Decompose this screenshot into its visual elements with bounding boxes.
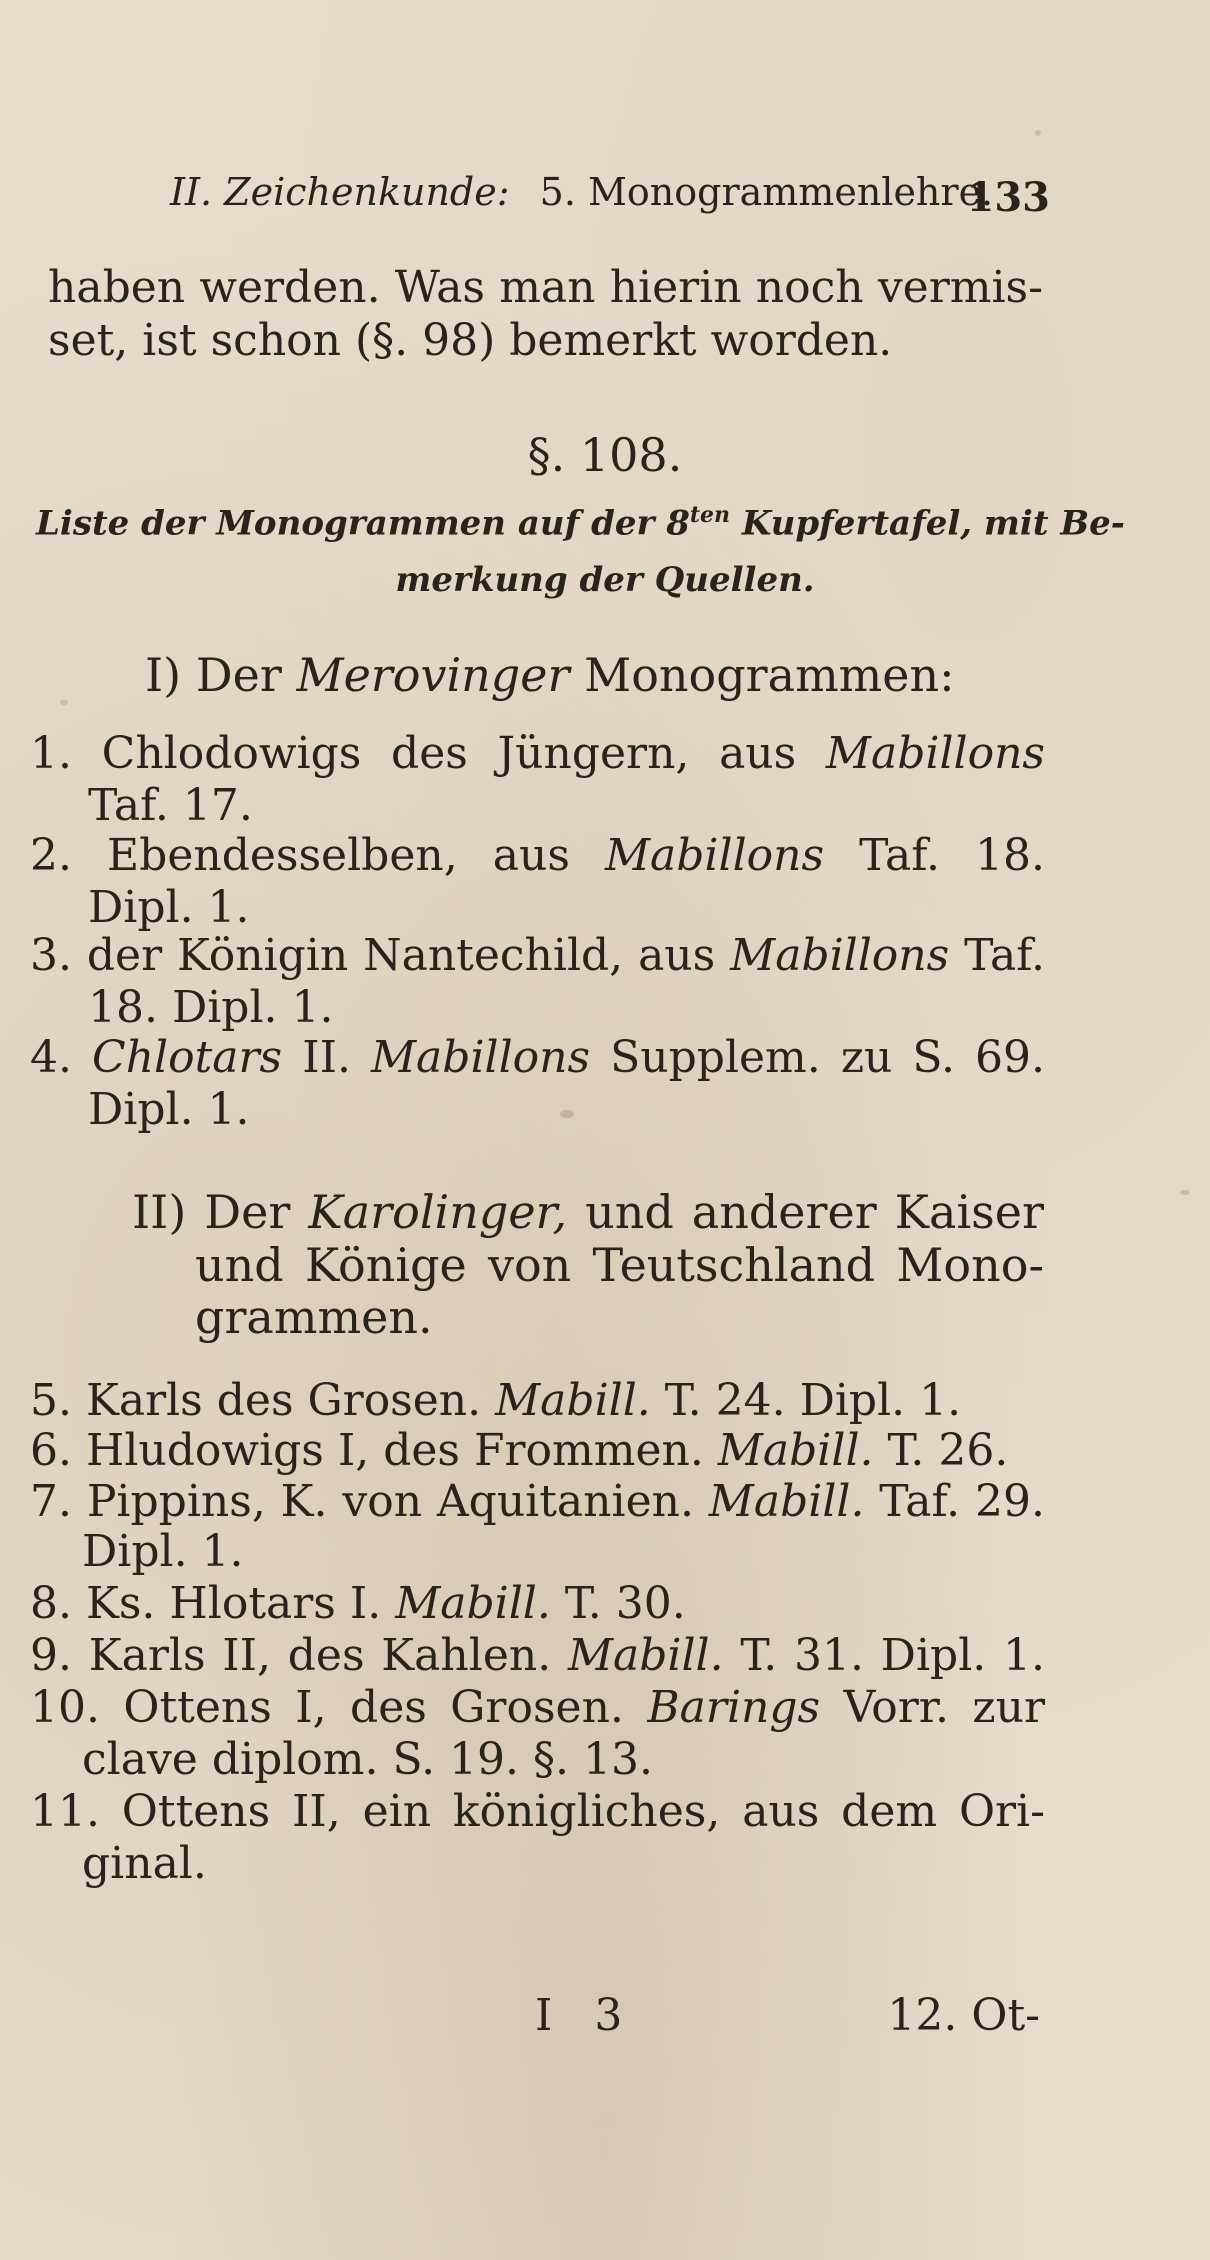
group2-heading-line-2: und Könige von Teutschland Mono- <box>195 1238 1044 1292</box>
paper-speck <box>60 700 68 705</box>
list-item: 4. Chlotars II. Mabillons Supplem. zu S. 69. <box>30 1032 1045 1083</box>
list-item-continuation: clave diplom. S. 19. §. 13. <box>82 1734 653 1785</box>
list-item: 3. der Königin Nantechild, aus Mabillons Taf. <box>30 930 1045 981</box>
list-item-continuation: Taf. 17. <box>88 780 253 831</box>
list-item: 8. Ks. Hlotars I. Mabill. T. 30. <box>30 1578 686 1629</box>
section-caption-line-1: Liste der Monogrammen auf der $8^{ten}$ Kupfertafel, mit Be- <box>36 502 1125 544</box>
list-item: 9. Karls II, des Kahlen. Mabill. T. 31. Dipl. 1. <box>30 1630 1045 1681</box>
signature-mark: I 3 <box>535 1990 637 2041</box>
section-title: §. 108. <box>527 428 683 482</box>
running-title <box>170 170 993 214</box>
list-item-continuation: Dipl. 1. <box>88 1084 250 1135</box>
paper-speck <box>1035 130 1041 136</box>
group1-heading: I) Der Merovinger Monogrammen: <box>145 648 955 702</box>
intro-line-2: set, ist schon (§. 98) bemerkt worden. <box>48 315 893 366</box>
group2-heading-line-3: grammen. <box>195 1290 433 1344</box>
running-title-section: 5. Monogrammenlehre. <box>539 170 994 214</box>
section-caption-line-2: merkung der Quellen. <box>395 560 815 600</box>
running-title-chapter: II. Zeichenkunde: <box>170 170 510 214</box>
list-item: 10. Ottens I, des Grosen. Barings Vorr. zur <box>30 1682 1045 1733</box>
paper-speck <box>560 1110 574 1118</box>
list-item: 5. Karls des Grosen. Mabill. T. 24. Dipl. 1. <box>30 1375 962 1426</box>
running-header <box>170 170 1050 230</box>
paper-speck <box>1180 1190 1190 1195</box>
group2-heading-line-1: II) Der Karolinger, und anderer Kaiser <box>132 1185 1045 1239</box>
list-item: 6. Hludowigs I, des Frommen. Mabill. T. 26. <box>30 1425 1009 1476</box>
list-item-continuation: Dipl. 1. <box>88 882 250 933</box>
list-item: 7. Pippins, K. von Aquitanien. Mabill. Taf. 29. <box>30 1476 1045 1527</box>
list-item-continuation: Dipl. 1. <box>82 1526 244 1577</box>
catchword: 12. Ot- <box>887 1990 1040 2041</box>
list-item-continuation: 18. Dipl. 1. <box>88 982 334 1033</box>
list-item: 11. Ottens II, ein königliches, aus dem Ori- <box>30 1786 1045 1837</box>
page-number: 133 <box>966 174 1050 221</box>
list-item: 1. Chlodowigs des Jüngern, aus Mabillons <box>30 728 1045 779</box>
list-item-continuation: ginal. <box>82 1838 207 1889</box>
list-item: 2. Ebendesselben, aus Mabillons Taf. 18. <box>30 830 1045 881</box>
intro-line-1: haben werden. Was man hierin noch vermis- <box>48 262 1043 313</box>
